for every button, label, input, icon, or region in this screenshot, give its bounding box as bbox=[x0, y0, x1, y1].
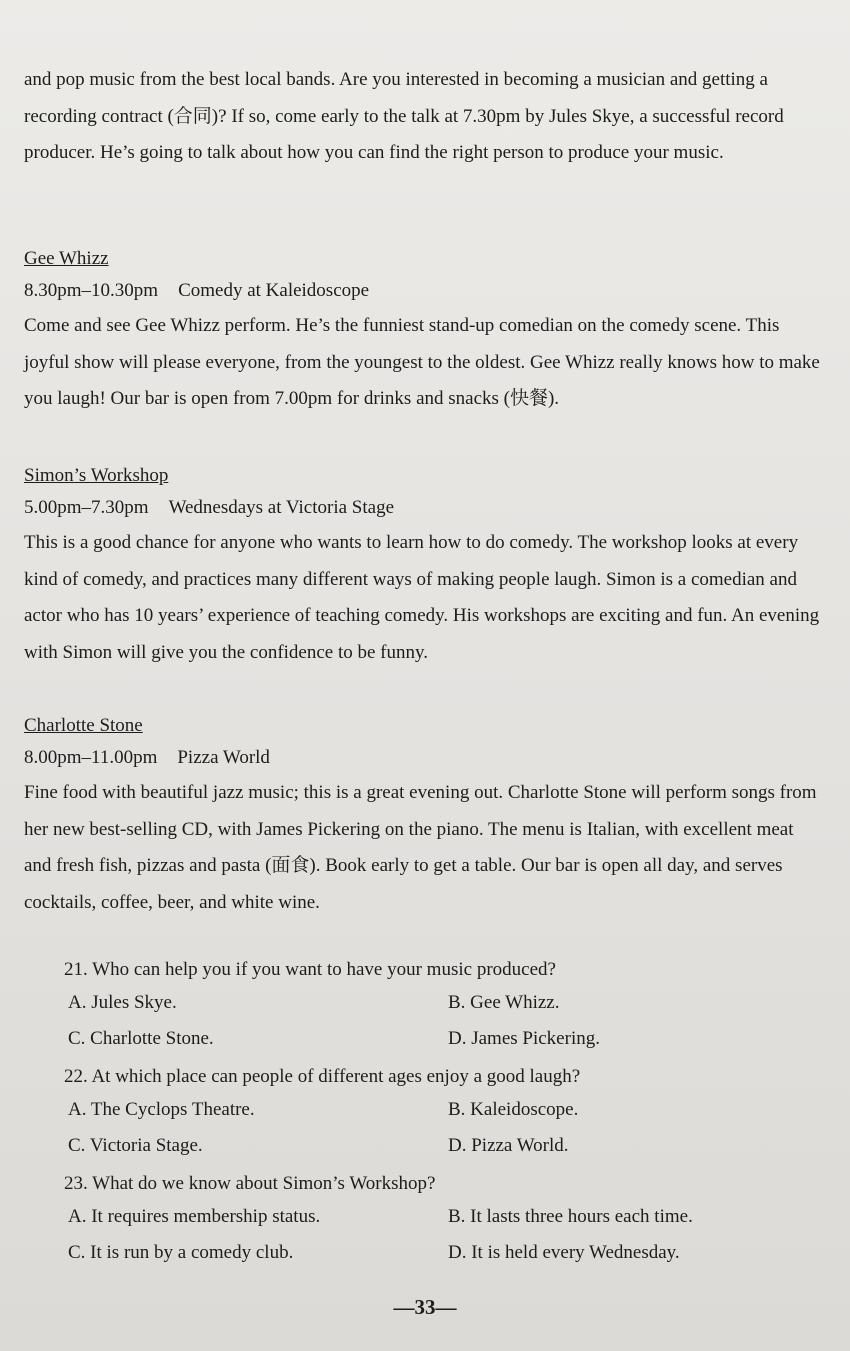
option-a: A. The Cyclops Theatre. bbox=[68, 1099, 255, 1120]
option-a: A. Jules Skye. bbox=[68, 992, 177, 1013]
question-options bbox=[68, 985, 824, 1057]
option-b: B. Gee Whizz. bbox=[448, 992, 560, 1013]
section-time: 8.00pm–11.00pm bbox=[24, 747, 158, 768]
question-stem: 21. Who can help you if you want to have your music produced? bbox=[64, 959, 556, 980]
option-a: A. It requires membership status. bbox=[68, 1206, 321, 1227]
section-body: Come and see Gee Whizz perform. He’s the funniest stand-up comedian on the comedy scene. This joyful show will please everyone, from the youngest to the oldest. Gee Whizz really knows how to make you laugh! Our bar is open from 7.00pm for drinks and snacks (快餐). bbox=[24, 315, 820, 409]
section-simons-workshop bbox=[24, 461, 824, 671]
option-c: C. It is run by a comedy club. bbox=[68, 1242, 294, 1263]
section-meta bbox=[24, 274, 824, 308]
section-title: Gee Whizz bbox=[24, 248, 109, 269]
section-title: Simon’s Workshop bbox=[24, 465, 169, 486]
section-meta bbox=[24, 491, 824, 525]
question-options bbox=[68, 1092, 824, 1164]
option-b: B. It lasts three hours each time. bbox=[448, 1206, 693, 1227]
option-d: D. It is held every Wednesday. bbox=[448, 1242, 680, 1263]
question-21 bbox=[64, 955, 824, 1057]
option-d: D. Pizza World. bbox=[448, 1135, 569, 1156]
section-event: Wednesdays at Victoria Stage bbox=[168, 497, 395, 518]
question-options bbox=[68, 1199, 824, 1271]
question-22 bbox=[64, 1062, 824, 1164]
page-number: —33— bbox=[393, 1295, 457, 1319]
section-time: 8.30pm–10.30pm bbox=[24, 280, 159, 301]
option-d: D. James Pickering. bbox=[448, 1028, 600, 1049]
section-event: Pizza World bbox=[177, 747, 270, 768]
option-c: C. Charlotte Stone. bbox=[68, 1028, 214, 1049]
section-meta bbox=[24, 741, 824, 775]
section-title: Charlotte Stone bbox=[24, 715, 143, 736]
section-body: Fine food with beautiful jazz music; this is a great evening out. Charlotte Stone will perform songs from her new best-selling CD, with James Pickering on the piano. The menu is Italian, with excellent meat and fresh fish, pizzas and pasta (面食). Book early to get a table. Our bar is open all day, and serves cocktails, coffee, beer, and white wine. bbox=[24, 782, 817, 913]
section-time: 5.00pm–7.30pm bbox=[24, 497, 149, 518]
question-stem: 22. At which place can people of different ages enjoy a good laugh? bbox=[64, 1066, 581, 1087]
option-b: B. Kaleidoscope. bbox=[448, 1099, 579, 1120]
section-body: This is a good chance for anyone who wants to learn how to do comedy. The workshop looks at every kind of comedy, and practices many different ways of making people laugh. Simon is a comedian and actor who has 10 years’ experience of teaching comedy. His workshops are exciting and fun. An evening with Simon will give you the confidence to be funny. bbox=[24, 532, 820, 663]
section-gee-whizz bbox=[24, 244, 824, 418]
section-event: Comedy at Kaleidoscope bbox=[178, 280, 370, 301]
option-c: C. Victoria Stage. bbox=[68, 1135, 203, 1156]
question-23 bbox=[64, 1169, 824, 1271]
question-stem: 23. What do we know about Simon’s Workshop? bbox=[64, 1173, 436, 1194]
intro-paragraph: and pop music from the best local bands. Are you interested in becoming a musician and getting a recording contract (合同)? If so, come early to the talk at 7.30pm by Jules Skye, a successful record producer. He’s going to talk about how you can find the right person to produce your music. bbox=[24, 69, 784, 163]
section-charlotte-stone bbox=[24, 711, 824, 921]
